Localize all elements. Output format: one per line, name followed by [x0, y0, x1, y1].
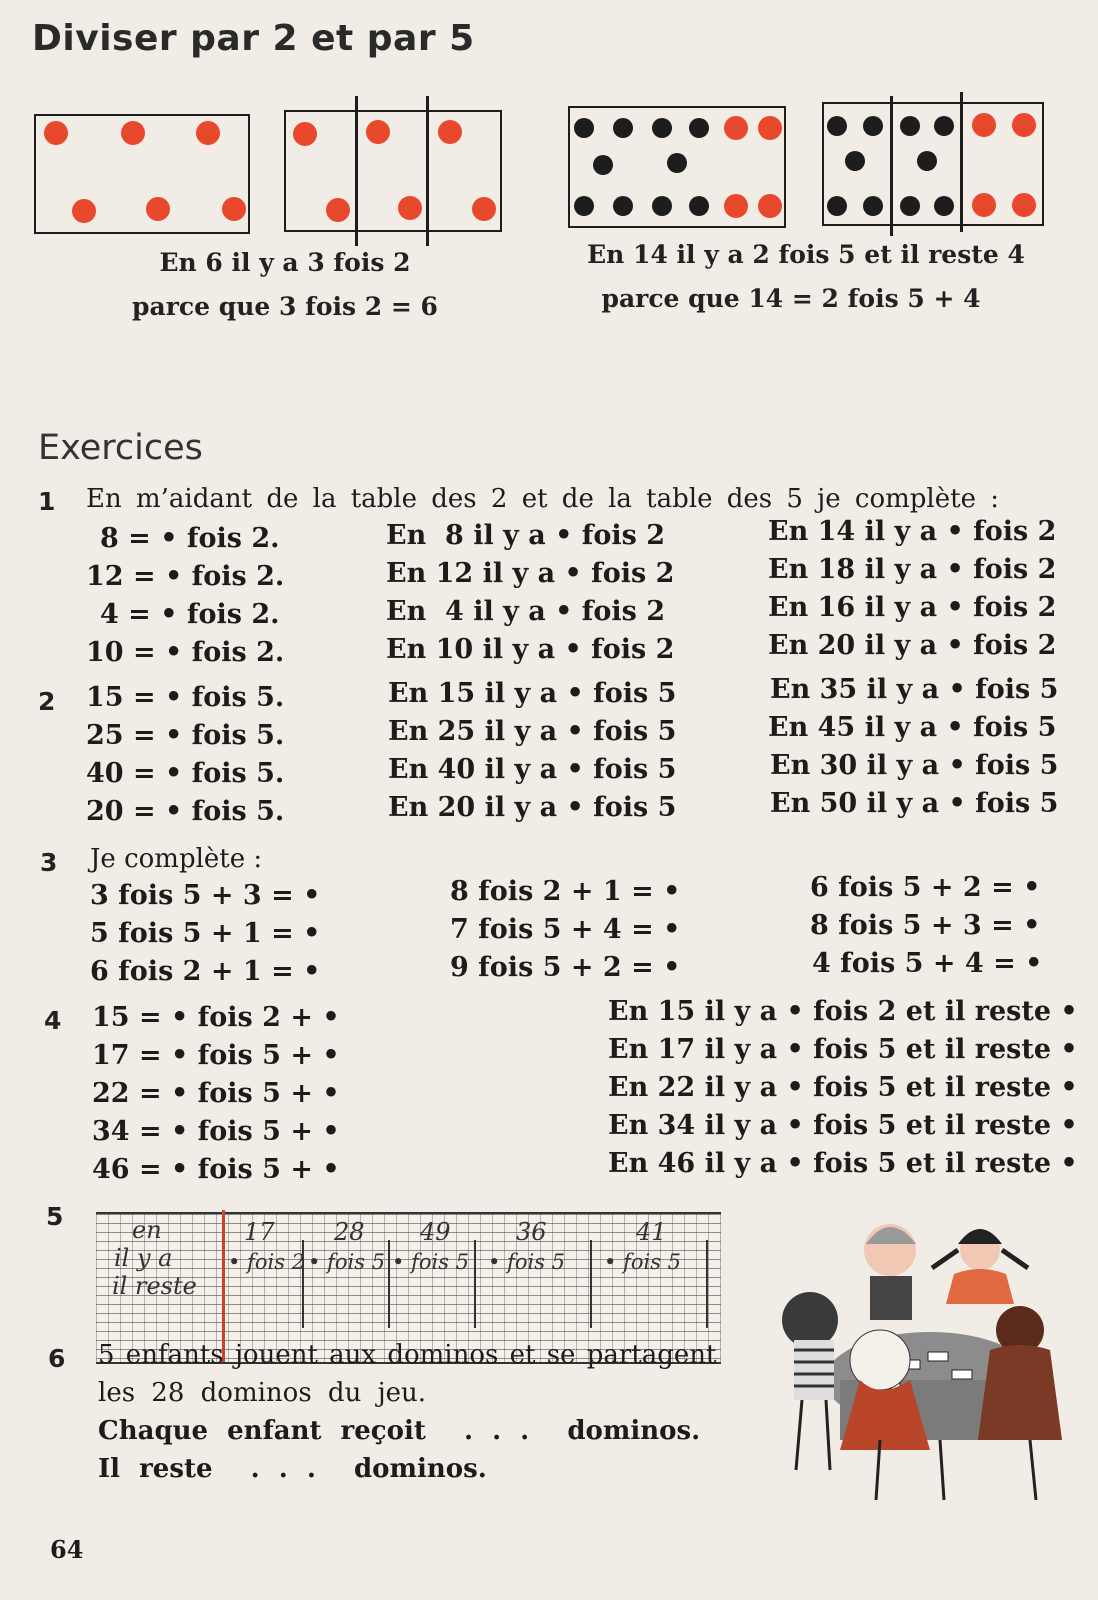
divider-line — [960, 92, 963, 232]
equation: 6 fois 5 + 2 = • — [810, 872, 1041, 903]
black-dot — [900, 116, 920, 136]
row-label: en — [132, 1216, 162, 1244]
red-dot — [1012, 113, 1036, 137]
red-dot — [758, 116, 782, 140]
equation: En 20 il y a • fois 2 — [768, 630, 1057, 661]
black-dot — [613, 196, 633, 216]
red-dot — [293, 122, 317, 146]
table-value: 17 — [244, 1218, 275, 1246]
red-dot — [222, 197, 246, 221]
equation: 5 fois 5 + 1 = • — [90, 918, 321, 949]
table-op: • fois 5 — [604, 1250, 682, 1274]
black-dot — [689, 196, 709, 216]
red-dot — [972, 113, 996, 137]
page-title: Diviser par 2 et par 5 — [32, 18, 475, 59]
column-divider — [474, 1240, 476, 1328]
red-dot — [972, 193, 996, 217]
exercise-number: 2 — [38, 687, 56, 716]
black-dot — [934, 116, 954, 136]
domino-box-split — [284, 110, 502, 232]
equation: 10 = • fois 2. — [86, 637, 285, 668]
equation: En 35 il y a • fois 5 — [770, 674, 1059, 705]
equation: En 15 il y a • fois 5 — [388, 678, 677, 709]
equation: 25 = • fois 5. — [86, 720, 285, 751]
equation: 22 = • fois 5 + • — [92, 1078, 340, 1109]
equation: 46 = • fois 5 + • — [92, 1154, 340, 1185]
red-dot — [326, 198, 350, 222]
black-dot — [667, 153, 687, 173]
equation: 15 = • fois 5. — [86, 682, 285, 713]
problem-text: Il reste . . . dominos. — [98, 1454, 487, 1484]
page-number: 64 — [50, 1535, 84, 1564]
red-dot — [472, 197, 496, 221]
black-dot — [689, 118, 709, 138]
black-dot — [863, 196, 883, 216]
caption-line: En 6 il y a 3 fois 2 — [159, 248, 411, 277]
equation: 4 fois 5 + 4 = • — [812, 948, 1043, 979]
equation: 20 = • fois 5. — [86, 796, 285, 827]
equation: 8 fois 5 + 3 = • — [810, 910, 1041, 941]
exercises-heading: Exercices — [38, 428, 203, 468]
table-op: • fois 5 — [488, 1250, 566, 1274]
equation: 6 fois 2 + 1 = • — [90, 956, 321, 987]
equation: 4 = • fois 2. — [100, 599, 280, 630]
row-label: il reste — [112, 1272, 197, 1300]
red-dot — [121, 121, 145, 145]
equation: En 45 il y a • fois 5 — [768, 712, 1057, 743]
equation: 7 fois 5 + 4 = • — [450, 914, 681, 945]
equation: En 14 il y a • fois 2 — [768, 516, 1057, 547]
exercise-number: 6 — [48, 1344, 66, 1373]
table-value: 36 — [516, 1218, 547, 1246]
exercise-number: 1 — [38, 487, 56, 516]
children-playing-dominoes-illustration — [780, 1210, 1080, 1510]
black-dot — [827, 196, 847, 216]
caption-line: parce que 3 fois 2 = 6 — [132, 292, 438, 321]
equation: En 17 il y a • fois 5 et il reste • — [608, 1034, 1078, 1065]
red-dot — [44, 121, 68, 145]
red-dot — [366, 120, 390, 144]
equation: En 12 il y a • fois 2 — [386, 558, 675, 589]
red-dot — [438, 120, 462, 144]
black-dot — [934, 196, 954, 216]
red-dot — [72, 199, 96, 223]
equation: En 40 il y a • fois 5 — [388, 754, 677, 785]
red-dot — [146, 197, 170, 221]
equation: En 15 il y a • fois 2 et il reste • — [608, 996, 1078, 1027]
divider-line — [426, 96, 429, 246]
equation: 17 = • fois 5 + • — [92, 1040, 340, 1071]
black-dot — [917, 151, 937, 171]
equation: En 30 il y a • fois 5 — [770, 750, 1059, 781]
exercise-instruction: Je complète : — [90, 844, 263, 874]
black-dot — [593, 155, 613, 175]
black-dot — [827, 116, 847, 136]
equation: 9 fois 5 + 2 = • — [450, 952, 681, 983]
red-dot — [196, 121, 220, 145]
column-divider — [706, 1240, 708, 1328]
caption-line: parce que 14 = 2 fois 5 + 4 — [601, 284, 981, 313]
equation: 8 fois 2 + 1 = • — [450, 876, 681, 907]
equation: 40 = • fois 5. — [86, 758, 285, 789]
row-label: il y a — [114, 1244, 173, 1272]
problem-text: 5 enfants jouent aux dominos et se partagent — [98, 1340, 717, 1370]
equation: 12 = • fois 2. — [86, 561, 285, 592]
red-dot — [724, 116, 748, 140]
equation: En 4 il y a • fois 2 — [386, 596, 666, 627]
exercise-instruction: En m’aidant de la table des 2 et de la table des 5 je complète : — [86, 484, 999, 514]
red-dot — [1012, 193, 1036, 217]
table-value: 49 — [420, 1218, 451, 1246]
problem-text: Chaque enfant reçoit . . . dominos. — [98, 1416, 701, 1446]
black-dot — [900, 196, 920, 216]
black-dot — [613, 118, 633, 138]
equation: En 25 il y a • fois 5 — [388, 716, 677, 747]
equation: En 34 il y a • fois 5 et il reste • — [608, 1110, 1078, 1141]
column-divider — [388, 1240, 390, 1328]
column-divider — [590, 1240, 592, 1328]
equation: En 22 il y a • fois 5 et il reste • — [608, 1072, 1078, 1103]
black-dot — [574, 118, 594, 138]
black-dot — [652, 196, 672, 216]
equation: 8 = • fois 2. — [100, 523, 280, 554]
table-op: • fois 5 — [308, 1250, 386, 1274]
exercise-number: 3 — [40, 848, 58, 877]
red-dot — [758, 194, 782, 218]
exercise-number: 5 — [46, 1202, 64, 1231]
red-dot — [724, 194, 748, 218]
equation: En 20 il y a • fois 5 — [388, 792, 677, 823]
table-op: • fois 2 — [228, 1250, 306, 1274]
equation: 34 = • fois 5 + • — [92, 1116, 340, 1147]
problem-text: les 28 dominos du jeu. — [98, 1378, 427, 1408]
table-op: • fois 5 — [392, 1250, 470, 1274]
divider-line — [890, 96, 893, 236]
black-dot — [652, 118, 672, 138]
table-value: 28 — [334, 1218, 365, 1246]
exercise-number: 4 — [44, 1006, 62, 1035]
equation: En 18 il y a • fois 2 — [768, 554, 1057, 585]
table-value: 41 — [636, 1218, 667, 1246]
black-dot — [574, 196, 594, 216]
equation: En 8 il y a • fois 2 — [386, 520, 666, 551]
caption-line: En 14 il y a 2 fois 5 et il reste 4 — [587, 240, 1025, 269]
black-dot — [863, 116, 883, 136]
equation: En 46 il y a • fois 5 et il reste • — [608, 1148, 1078, 1179]
equation: En 16 il y a • fois 2 — [768, 592, 1057, 623]
red-dot — [398, 196, 422, 220]
divider-line — [355, 96, 358, 246]
equation: En 50 il y a • fois 5 — [770, 788, 1059, 819]
equation: 15 = • fois 2 + • — [92, 1002, 340, 1033]
equation: En 10 il y a • fois 2 — [386, 634, 675, 665]
equation: 3 fois 5 + 3 = • — [90, 880, 321, 911]
black-dot — [845, 151, 865, 171]
